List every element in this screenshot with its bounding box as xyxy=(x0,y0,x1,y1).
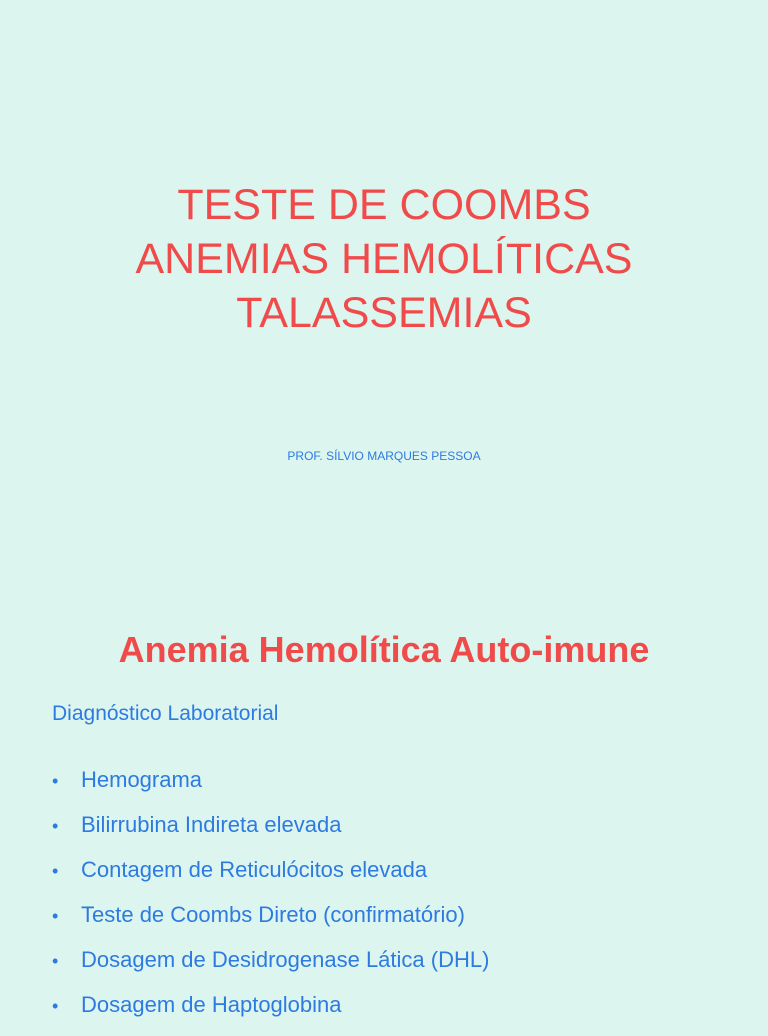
bullet-text: Teste de Coombs Direto (confirmatório) xyxy=(81,902,465,927)
bullet-text: Contagem de Reticulócitos elevada xyxy=(81,857,428,882)
bullet-text: Dosagem de Haptoglobina xyxy=(81,992,342,1017)
title-line: TESTE DE COOMBS xyxy=(177,181,591,229)
bullet-item xyxy=(52,766,489,811)
bullet-icon: • xyxy=(52,816,59,836)
author-name: PROF. SÍLVIO MARQUES PESSOA xyxy=(287,449,481,463)
bullet-text: Bilirrubina Indireta elevada xyxy=(81,812,342,837)
slide-title xyxy=(0,178,768,340)
bullet-icon: • xyxy=(52,906,59,926)
bullet-icon: • xyxy=(52,771,59,791)
bullet-item xyxy=(52,856,489,901)
section-subheading: Diagnóstico Laboratorial xyxy=(52,702,279,725)
title-line: TALASSEMIAS xyxy=(236,289,532,337)
bullet-item xyxy=(52,901,489,946)
content-slide xyxy=(0,576,768,1024)
bullet-text: Hemograma xyxy=(81,767,203,792)
bullet-icon: • xyxy=(52,996,59,1016)
slide-heading: Anemia Hemolítica Auto-imune xyxy=(118,629,650,670)
bullet-item xyxy=(52,811,489,856)
title-line: ANEMIAS HEMOLÍTICAS xyxy=(135,235,633,283)
bullet-icon: • xyxy=(52,861,59,881)
bullet-item xyxy=(52,946,489,991)
bullet-text: Dosagem de Desidrogenase Lática (DHL) xyxy=(81,947,490,972)
bullet-item xyxy=(52,991,489,1036)
bullet-icon: • xyxy=(52,951,59,971)
bullet-list xyxy=(52,766,489,1036)
